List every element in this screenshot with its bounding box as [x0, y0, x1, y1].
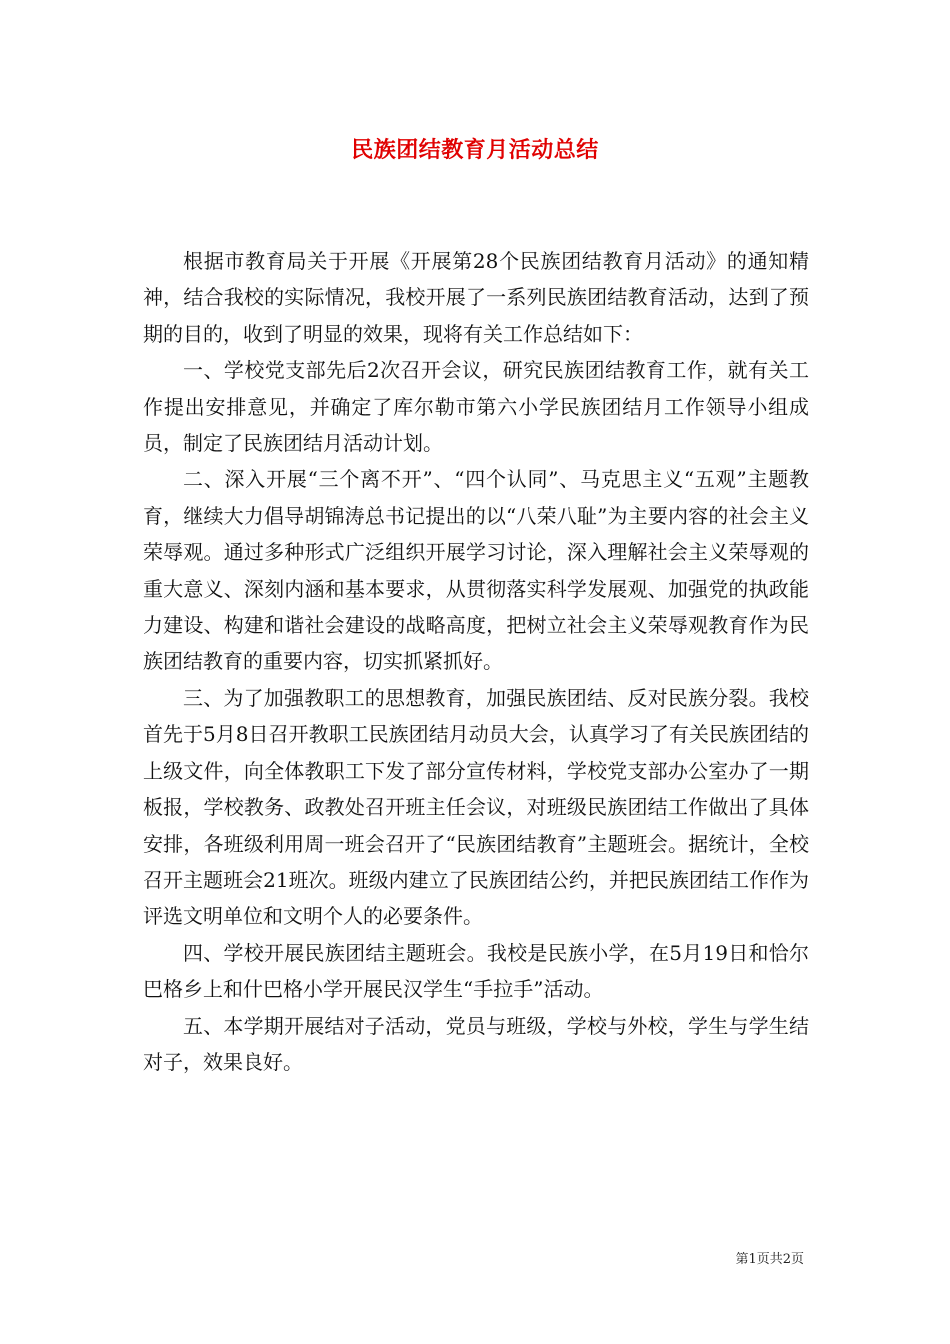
paragraph-section-1: 一、学校党支部先后2次召开会议，研究民族团结教育工作，就有关工作提出安排意见，并确定了库尔勒市第六小学民族团结月工作领导小组成员，制定了民族团结月活动计划。	[143, 358, 809, 456]
paragraph-section-5: 五、本学期开展结对子活动，党员与班级，学校与外校，学生与学生结对子，效果良好。	[143, 1013, 809, 1074]
document-title: 民族团结教育月活动总结	[351, 137, 599, 163]
paragraph-section-3: 三、为了加强教职工的思想教育，加强民族团结、反对民族分裂。我校首先于5月8日召开教职工民族团结月动员大会，认真学习了有关民族团结的上级文件，向全体教职工下发了部分宣传材料，学校党支部办公室办了一期板报，学校教务、政教处召开班主任会议，对班级民族团结工作做出了具体安排，各班级利用周一班会召开了“民族团结教育”主题班会。据统计，全校召开主题班会21班次。班级内建立了民族团结公约，并把民族团结工作作为评选文明单位和文明个人的必要条件。	[143, 685, 809, 929]
paragraph-section-4: 四、学校开展民族团结主题班会。我校是民族小学，在5月19日和恰尔巴格乡上和什巴格小学开展民汉学生“手拉手”活动。	[143, 940, 809, 1002]
paragraph-intro: 根据市教育局关于开展《开展第28个民族团结教育月活动》的通知精神，结合我校的实际情况，我校开展了一系列民族团结教育活动，达到了预期的目的，收到了明显的效果，现将有关工作总结如下：	[143, 249, 809, 346]
document-body	[143, 243, 809, 1080]
page-number: 第1页共2页	[735, 1252, 804, 1267]
paragraph-section-2: 二、深入开展“三个离不开”、“四个认同”、马克思主义“五观”主题教育，继续大力倡导胡锦涛总书记提出的以“八荣八耻”为主要内容的社会主义荣辱观。通过多种形式广泛组织开展学习讨论，深入理解社会主义荣辱观的重大意义、深刻内涵和基本要求，从贯彻落实科学发展观、加强党的执政能力建设、构建和谐社会建设的战略高度，把树立社会主义荣辱观教育作为民族团结教育的重要内容，切实抓紧抓好。	[143, 467, 809, 674]
